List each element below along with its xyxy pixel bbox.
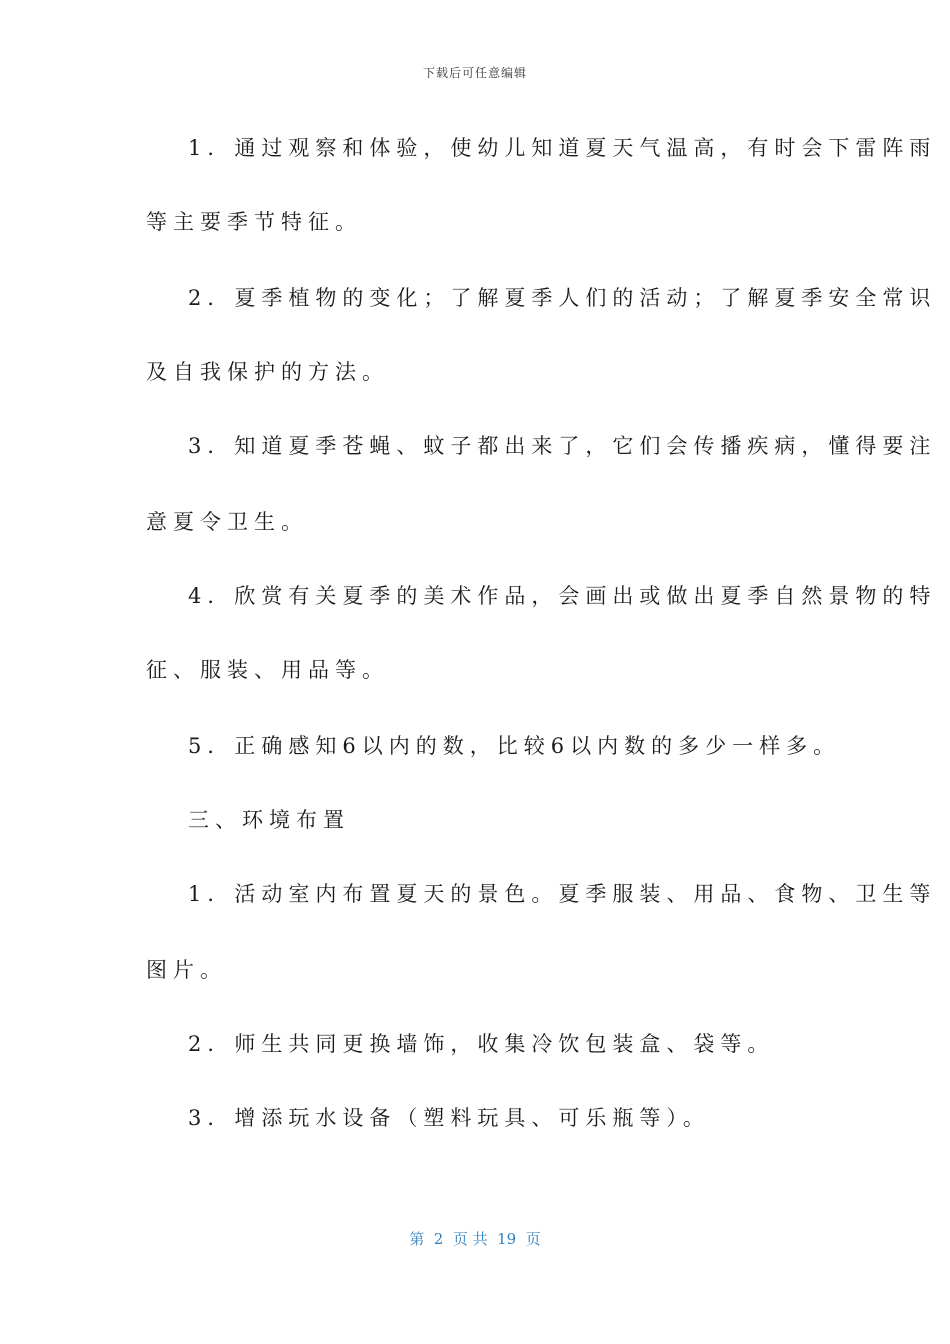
paragraph-line: 5．正确感知6以内的数，比较6以内数的多少一样多。 bbox=[188, 734, 841, 758]
paragraph-line: 3．增添玩水设备（塑料玩具、可乐瓶等）。 bbox=[188, 1106, 710, 1130]
paragraph-line: 2．夏季植物的变化；了解夏季人们的活动；了解夏季安全常识 bbox=[188, 286, 937, 310]
paragraph-line: 4．欣赏有关夏季的美术作品，会画出或做出夏季自然景物的特 bbox=[188, 584, 937, 608]
paragraph-line: 1．活动室内布置夏天的景色。夏季服装、用品、食物、卫生等 bbox=[188, 882, 937, 906]
paragraph-line: 征、服装、用品等。 bbox=[146, 658, 389, 682]
page-number-footer: 第 2 页 共 19 页 bbox=[409, 1230, 541, 1248]
page-header: 下载后可任意编辑 bbox=[422, 66, 527, 80]
section-heading: 三、环境布置 bbox=[188, 808, 350, 832]
paragraph-line: 3．知道夏季苍蝇、蚊子都出来了，它们会传播疾病，懂得要注 bbox=[188, 434, 937, 458]
paragraph-line: 图片。 bbox=[146, 958, 227, 982]
paragraph-line: 1．通过观察和体验，使幼儿知道夏天气温高，有时会下雷阵雨 bbox=[188, 136, 937, 160]
paragraph-line: 意夏令卫生。 bbox=[146, 510, 308, 534]
paragraph-line: 2．师生共同更换墙饰，收集冷饮包装盒、袋等。 bbox=[188, 1032, 775, 1056]
paragraph-line: 等主要季节特征。 bbox=[146, 210, 362, 234]
paragraph-line: 及自我保护的方法。 bbox=[146, 360, 389, 384]
